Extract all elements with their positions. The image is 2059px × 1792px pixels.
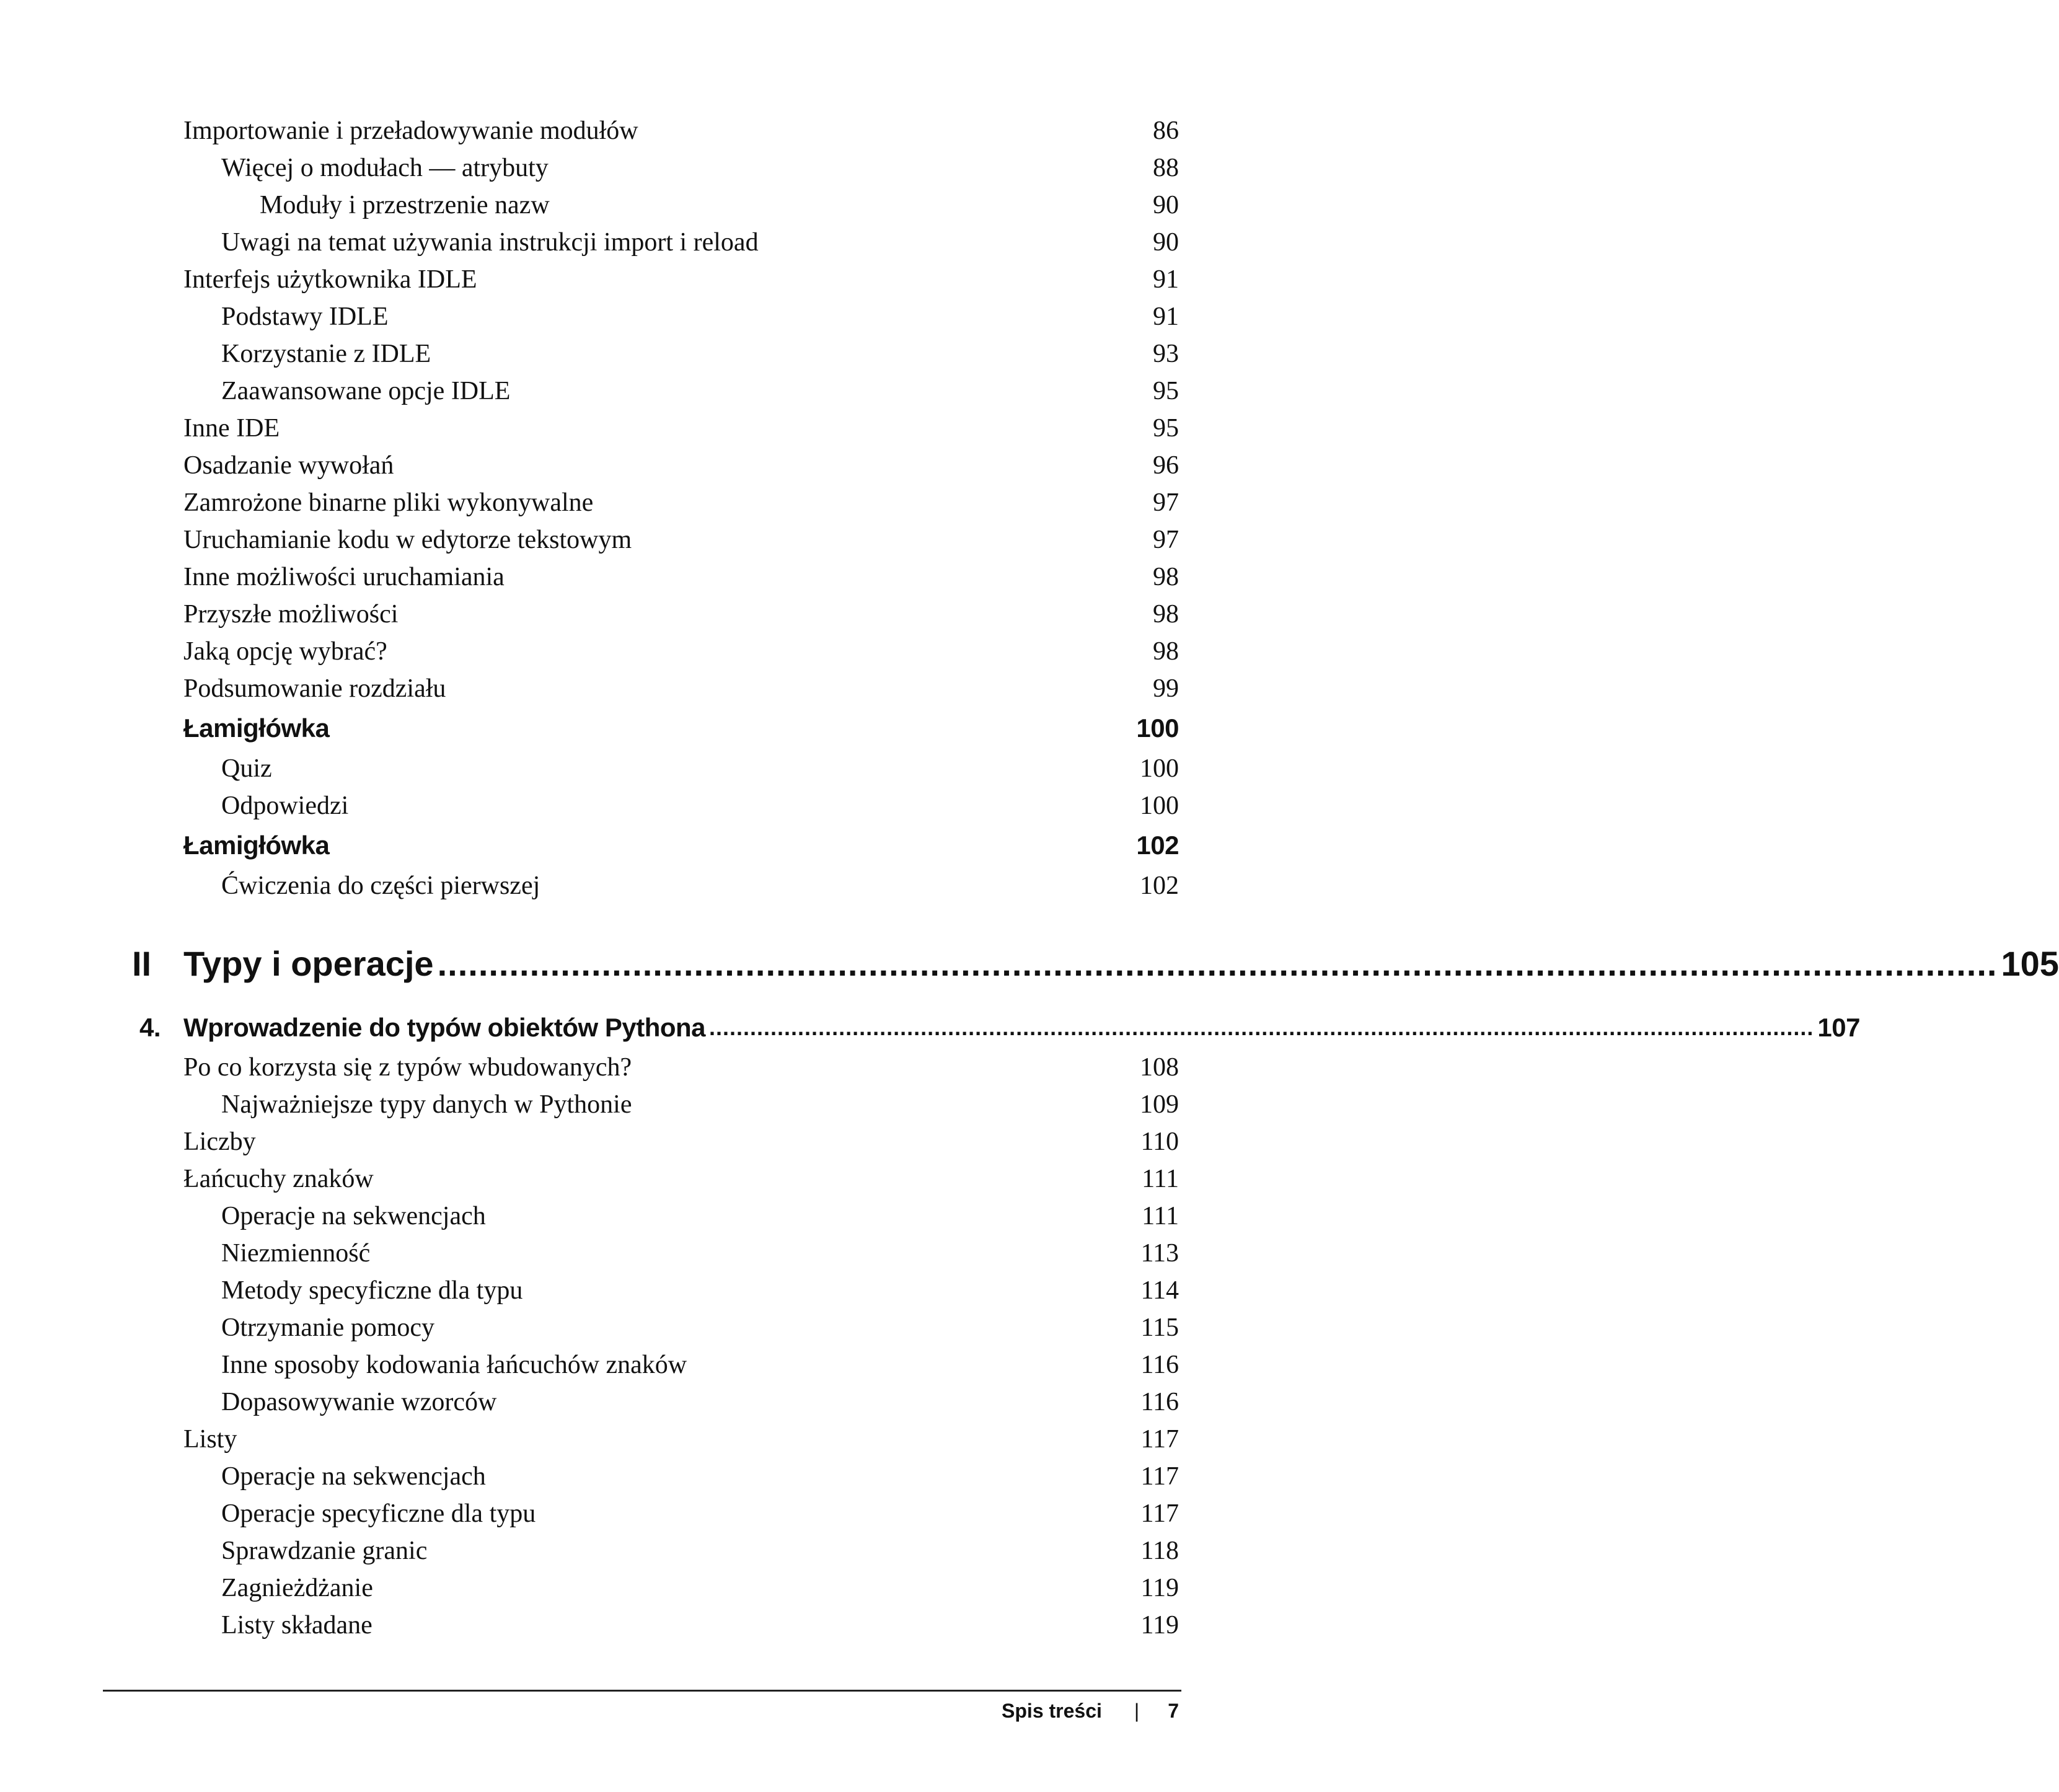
toc-part-heading[interactable] [0,936,2059,992]
toc-entry[interactable] [0,335,1269,373]
toc-entry-label: Sprawdzanie granic [221,1537,428,1565]
part-number: II [132,944,152,983]
toc-entry-label: Po co korzysta się z typów wbudowanych? [183,1053,632,1082]
page-footer [1002,1695,1179,1726]
toc-entry[interactable] [0,112,1269,149]
toc-entry-label: Więcej o modułach — atrybuty [221,154,549,182]
toc-entry[interactable] [0,787,1269,824]
toc-entry[interactable] [0,1607,1269,1644]
part-title: Typy i operacje [183,944,434,983]
toc-entry-label: Listy składane [221,1611,373,1640]
toc-entry-label: Operacje specyficzne dla typu [221,1499,536,1528]
toc-entry-page: 109 [1140,1090,1179,1119]
toc-entry[interactable] [0,149,1269,187]
toc-entry[interactable] [0,670,1269,707]
toc-entry[interactable] [0,1569,1269,1607]
toc-entry-page: 88 [1153,154,1179,182]
footer-rule [103,1690,1181,1692]
toc-entry-page: 119 [1140,1611,1179,1640]
toc-entry[interactable] [0,558,1269,596]
toc-entry-page: 97 [1153,526,1179,554]
toc-entry-label: Przyszłe możliwości [183,600,399,629]
chapter-number: 4. [139,1013,161,1042]
toc-entry-label: Quiz [221,754,272,783]
toc-entry-page: 102 [1140,872,1179,900]
toc-entry-label: Łamigłówka [183,713,330,743]
toc-entry-page: 114 [1140,1276,1179,1305]
toc-entry-label: Uruchamianie kodu w edytorze tekstowym [183,526,632,554]
toc-entry-page: 100 [1136,713,1179,743]
toc-entry[interactable] [0,484,1269,521]
toc-entry-label: Osadzanie wywołań [183,451,394,480]
toc-entry-label: Niezmienność [221,1239,371,1268]
toc-entry-label: Uwagi na temat używania instrukcji import i reload [221,228,759,257]
toc-entry-label: Otrzymanie pomocy [221,1313,435,1342]
toc-entry[interactable] [0,1198,1269,1235]
toc-entry-label: Interfejs użytkownika IDLE [183,265,477,294]
toc-entry[interactable] [0,1458,1269,1495]
toc-entry-page: 111 [1142,1165,1179,1193]
toc-entry-label: Podsumowanie rozdziału [183,674,446,703]
toc-entry-label: Zagnieżdżanie [221,1574,373,1602]
toc-entry-page: 98 [1153,637,1179,666]
toc-entry-label: Inne sposoby kodowania łańcuchów znaków [221,1351,687,1379]
toc-entry[interactable] [0,1495,1269,1532]
toc-entry[interactable] [0,1160,1269,1198]
footer-page-number: 7 [1168,1700,1179,1722]
toc-chapter-heading[interactable] [0,1007,1860,1048]
toc-entry-label: Ćwiczenia do części pierwszej [221,872,540,900]
toc-entry-label: Zamrożone binarne pliki wykonywalne [183,488,594,517]
part-page: 105 [2001,944,2059,983]
toc-entry-label: Łamigłówka [183,831,330,860]
dot-leader: ........................................................................................................................................................ [437,944,1998,983]
toc-entry-page: 117 [1140,1462,1179,1491]
toc-entry-label: Operacje na sekwencjach [221,1462,486,1491]
toc-entry-label: Metody specyficzne dla typu [221,1276,523,1305]
toc-entry[interactable] [0,633,1269,670]
toc-entry-label: Podstawy IDLE [221,302,389,331]
chapter-page: 107 [1817,1013,1860,1042]
toc-entry[interactable] [0,1086,1269,1123]
toc-entry-label: Listy [183,1425,237,1454]
toc-entry-label: Najważniejsze typy danych w Pythonie [221,1090,632,1119]
toc-entry[interactable] [0,1272,1269,1309]
toc-entry-page: 118 [1140,1537,1179,1565]
dot-leader: .................................................................................................................................................................. [709,1015,1814,1040]
toc-entry[interactable] [0,1123,1269,1160]
toc-entry-page: 95 [1153,414,1179,443]
toc-entry-page: 91 [1153,302,1179,331]
toc-entry[interactable] [0,521,1269,558]
toc-entry[interactable] [0,410,1269,447]
toc-entry-label: Inne IDE [183,414,280,443]
toc-entry-label: Dopasowywanie wzorców [221,1388,497,1416]
chapter-title: Wprowadzenie do typów obiektów Pythona [183,1013,706,1042]
toc-entry-page: 117 [1140,1499,1179,1528]
toc-entry-label: Zaawansowane opcje IDLE [221,377,511,405]
toc-entry-page: 113 [1140,1239,1179,1268]
toc-entry-page: 99 [1153,674,1179,703]
toc-entry[interactable] [0,261,1269,298]
toc-entry[interactable] [0,1309,1269,1346]
toc-entry-page: 100 [1140,792,1179,820]
toc-entry[interactable] [0,1346,1269,1384]
toc-entry[interactable] [0,298,1269,335]
toc-entry-page: 98 [1153,563,1179,591]
toc-entry-page: 111 [1142,1202,1179,1230]
toc-entry-label: Importowanie i przeładowywanie modułów [183,117,638,145]
toc-entry-page: 108 [1140,1053,1179,1082]
toc-entry-page: 98 [1153,600,1179,629]
toc-entry-page: 91 [1153,265,1179,294]
toc-entry-page: 97 [1153,488,1179,517]
toc-entry-page: 110 [1140,1128,1179,1156]
toc-entry-page: 102 [1136,831,1179,860]
toc-entry-page: 90 [1153,191,1179,219]
toc-entry-page: 90 [1153,228,1179,257]
toc-entry-page: 93 [1153,340,1179,368]
toc-entry[interactable] [0,224,1269,261]
toc-entry-label: Odpowiedzi [221,792,349,820]
toc-entry[interactable] [0,750,1269,787]
toc-entry[interactable] [0,1421,1269,1458]
toc-entry[interactable] [0,1384,1269,1421]
toc-entry-label: Inne możliwości uruchamiania [183,563,505,591]
toc-entry[interactable] [0,187,1269,224]
toc-entry-label: Korzystanie z IDLE [221,340,431,368]
toc-entry-page: 116 [1140,1388,1179,1416]
toc-entry-page: 100 [1140,754,1179,783]
footer-separator: | [1134,1700,1140,1722]
toc-entry[interactable] [0,447,1269,484]
toc-entry-page: 86 [1153,117,1179,145]
toc-entry-page: 95 [1153,377,1179,405]
toc-entry-label: Operacje na sekwencjach [221,1202,486,1230]
toc-entry-label: Moduły i przestrzenie nazw [260,191,550,219]
toc-entry[interactable] [0,373,1269,410]
toc-entry-page: 117 [1140,1425,1179,1454]
toc-entry[interactable] [0,1532,1269,1569]
toc-entry-heading[interactable] [0,827,1269,864]
toc-entry-page: 96 [1153,451,1179,480]
toc-entry[interactable] [0,596,1269,633]
toc-entry[interactable] [0,1235,1269,1272]
toc-entry-page: 115 [1140,1313,1179,1342]
toc-entry[interactable] [0,1049,1269,1086]
toc-entry-page: 116 [1140,1351,1179,1379]
toc-entry[interactable] [0,867,1269,904]
toc-entry-label: Liczby [183,1128,256,1156]
footer-section-title: Spis treści [1002,1700,1102,1722]
toc-entry-label: Łańcuchy znaków [183,1165,374,1193]
toc-entry-label: Jaką opcję wybrać? [183,637,387,666]
toc-entry-heading[interactable] [0,710,1269,747]
toc-entry-page: 119 [1140,1574,1179,1602]
